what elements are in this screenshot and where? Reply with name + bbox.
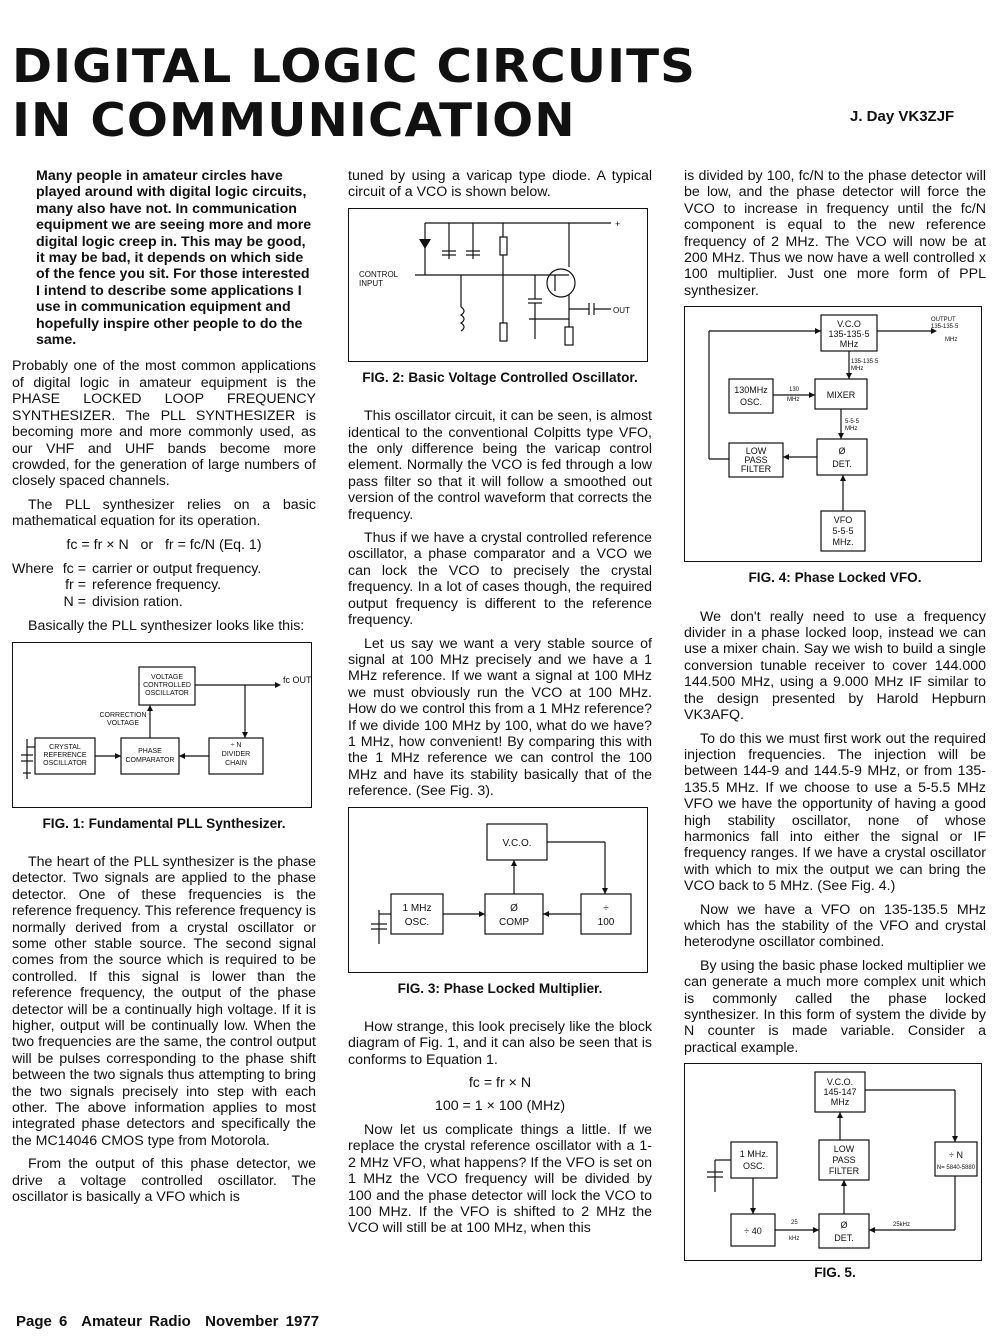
fig4-label: PASS [744, 455, 768, 466]
fig5-label: FILTER [828, 1166, 860, 1177]
fig4-label: Ø [838, 446, 846, 457]
page-footer: Page 6 Amateur Radio November 1977 [16, 1313, 320, 1330]
fig1-label: OSCILLATOR [145, 689, 189, 697]
fig4-label: OSC. [739, 397, 763, 408]
fig5-label: 1 MHz. [739, 1149, 769, 1160]
fig1-label: REFERENCE [43, 751, 87, 759]
fig4-label: MHz [839, 339, 859, 350]
fig1-label: VOLTAGE [106, 719, 140, 727]
fig3-label: 100 [597, 916, 615, 928]
fig4-label: MHz [845, 426, 858, 433]
column-1 [12, 168, 316, 1213]
fig1-label: OSCILLATOR [43, 759, 87, 767]
intro-paragraph: Many people in amateur circles have played around with digital logic circuits, many also have not. In communication equipment we are seeing more and more digital logic creep in. This may be good, it may be bad, it depends on which side of the fence you sit. For those interested I intend to describe some applications I use in communication equipment and hopefully inspire other people to do the same. [36, 168, 312, 349]
paragraph: Now let us complicate things a little. If we replace the crystal reference oscillator with a 1-2 MHz VFO, what happens? If the VFO is set on 1 MHz the VCO frequency will be divided by 100 and the phase detector will lock the VCO to 100 MHz. If the VFO is shifted to 2 MHz the VCO will still be at 100 MHz, when this [348, 1122, 652, 1237]
fig5-label: MHz [830, 1097, 850, 1108]
def-text: carrier or output frequency. [92, 560, 262, 577]
column-3 [684, 168, 986, 1304]
paragraph: tuned by using a varicap type diode. A typical circuit of a VCO is shown below. [348, 168, 652, 201]
def-term: fr = [65, 577, 86, 594]
paragraph: Thus if we have a crystal controlled reference oscillator, a phase comparator and a VCO we can lock the VCO to precisely the crystal frequency. In a lot of cases though, the required output frequency is different to the reference frequency. [348, 530, 652, 629]
author-byline: J. Day VK3ZJF [850, 108, 955, 125]
figure-4-diagram [684, 306, 982, 562]
fig3-label: COMP [499, 916, 529, 928]
column-2 [348, 168, 652, 1244]
fig4-label: MHz [787, 397, 800, 404]
paragraph: We don't really need to use a frequency divider in a phase locked loop, instead we can use a mixer chain. Say we wish to build a single conversion tunable receiver to cover 144.000 144.500 MHz, using a 9.000 MHz IF similar to the design presented by Harold Hepburn VK3AFQ. [684, 608, 986, 724]
fig4-label: 5-5·5 [832, 526, 854, 537]
def-text: division ration. [92, 593, 183, 610]
fig4-label: MHz [851, 366, 864, 373]
paragraph: To do this we must first work out the required injection frequencies. The injection will be between 144-9 and 144.5-9 MHz, or from 135-135.5 MHz. If we choose to use a 5-5.5 MHz VFO we have the opportunity of having a good high stability oscillator, none of whose harmonics fall into either the signal or IF frequency ranges. If we have a crystal oscillator with which to mix the output we can bring the VCO back to 5 MHz. (See Fig. 4.) [684, 730, 986, 895]
fig3-label: ÷ [603, 902, 609, 914]
fig4-label: 135-135·5 [851, 359, 879, 366]
fig4-label: MIXER [826, 390, 856, 401]
fig5-label: OSC. [742, 1161, 766, 1172]
figure-1-diagram [12, 642, 312, 808]
paragraph: This oscillator circuit, it can be seen, is almost identical to the conventional Colpitts type VFO, the only difference being the varicap control element. Normally the VCO is fed through a low pass filter so that it will follow a smoothed out version of the control waveform that corrects the frequency. [348, 408, 652, 523]
figure-4-caption: FIG. 4: Phase Locked VFO. [748, 570, 922, 586]
fig5-label: N= 5840-5880 [936, 1165, 976, 1172]
equation-2a: fc = fr × N [468, 1075, 532, 1092]
equation-1: fc = fr × N or fr = fc/N (Eq. 1) [66, 536, 262, 553]
fig4-label: VFO [833, 515, 853, 526]
fig4-label: MHz [945, 337, 958, 344]
paragraph: Let us say we want a very stable source of signal at 100 MHz precisely and we have a 1 MHz reference. If we want a signal at 100 MHz we must obviously run the VCO at 100 MHz. How do we control this from a 1 MHz reference? If we divide 100 MHz by 100, what do we have? 1 MHz, how convenient! By comparing this with the 1 MHz reference we can control the 100 MHz and have its stability basically that of the reference. (See Fig. 3). [348, 635, 652, 800]
fig2-label: + [615, 218, 621, 229]
paragraph: From the output of this phase detector, we drive a voltage controlled oscillator. The oscillator is basically a VFO which is [12, 1156, 316, 1206]
definitions [12, 561, 316, 610]
def-term: fc = [62, 560, 86, 577]
paragraph: The PLL synthesizer relies on a basic mathematical equation for its operation. [12, 496, 316, 530]
fig5-label: kHz [789, 1236, 800, 1243]
fig2-label: CONTROL [359, 269, 399, 279]
fig5-label: PASS [832, 1155, 856, 1166]
fig5-label: Ø [840, 1220, 848, 1231]
fig2-label: INPUT [359, 278, 383, 288]
paragraph: Now we have a VFO on 135-135.5 MHz which has the stability of the VFO and crystal heterodyne oscillator combined. [684, 901, 986, 951]
fig1-label: VOLTAGE [150, 673, 184, 681]
fig1-label: CORRECTION [99, 711, 147, 719]
fig4-label: LOW [745, 446, 767, 457]
fig3-label: V.C.O. [502, 837, 532, 849]
fig3-label: Ø [510, 902, 518, 914]
fig5-label: LOW [833, 1144, 855, 1155]
fig4-label: 135-135·5 [931, 324, 959, 331]
paragraph: By using the basic phase locked multiplier we can generate a much more complex unit which is commonly called the phase locked synthesizer. In this form of system the divide by N counter is made variable. Consider a practical example. [684, 957, 986, 1056]
fig5-label: ÷ 40 [744, 1226, 762, 1237]
fig1-label: PHASE [138, 747, 162, 755]
def-term: N = [63, 593, 86, 610]
fig4-label: 135-135·5 [828, 329, 870, 340]
figure-5-diagram [684, 1063, 982, 1261]
fig4-label: DET. [832, 459, 852, 470]
equation-2b: 100 = 1 × 100 (MHz) [434, 1097, 566, 1114]
paragraph: The heart of the PLL synthesizer is the phase detector. Two signals are applied to the phase detector. One of these frequencies is the reference frequency. This reference frequency is normally derived from a crystal oscillator or some other stable source. The second signal comes from the source which is required to be controlled. If this signal is lower than the reference frequency, the output of the phase detector will be a continually high voltage. If it is higher, output will be continually low. When the two frequencies are the same, the control output will be pulses corresponding to the phase shift between the two signals thus attempting to bring the two signals precisely into step with each other. The above information applies to most integrated phase detectors and specifically the the MC14046 CMOS type from Motorola. [12, 853, 316, 1149]
fig5-label: 25 [791, 1220, 798, 1227]
fig5-label: ÷ N [949, 1150, 963, 1161]
figure-1-caption: FIG. 1: Fundamental PLL Synthesizer. [42, 815, 286, 831]
fig4-label: 130MHz [734, 385, 768, 396]
fig4-label: OUTPUT [931, 317, 956, 324]
fig3-label: OSC. [404, 916, 430, 928]
fig4-label: V.C.O [837, 319, 861, 330]
fig4-label: FILTER [740, 464, 772, 475]
fig2-label: OUT [613, 305, 630, 315]
fig1-label: CONTROLLED [143, 681, 191, 689]
fig4-label: 5-5·5 [845, 419, 860, 426]
paragraph: How strange, this look precisely like the block diagram of Fig. 1, and it can also be seen that is conforms to Equation 1. [348, 1018, 652, 1068]
fig5-label: 25kHz [893, 1222, 911, 1229]
fig1-label: CHAIN [225, 759, 247, 767]
fig5-label: 145-147 [823, 1087, 857, 1098]
fig5-label: V.C.O. [826, 1077, 854, 1088]
def-text: reference frequency. [92, 577, 222, 594]
paragraph: is divided by 100, fc/N to the phase detector will be low, and the phase detector will force the VCO to increase in frequency until the fc/N component is equal to the new reference frequency of 2 MHz. The VCO will now be at 200 MHz. Thus we now have a well controlled x 100 multiplier. Just one more form of PPL synthesizer. [684, 168, 986, 299]
figure-3-caption: FIG. 3: Phase Locked Multiplier. [397, 980, 603, 996]
where-label: Where [12, 560, 54, 577]
fig1-label: CRYSTAL [49, 743, 81, 751]
paragraph: Probably one of the most common applications of digital logic in amateur equipment is the PHASE LOCKED LOOP FREQUENCY SYNTHESIZER. The PLL SYNTHESIZER is becoming more and more commonly used, as our VHF and UHF bands become more crowded, for the generation of large numbers of closely spaced channels. [12, 358, 316, 490]
paragraph: Basically the PLL synthesizer looks like this: [28, 618, 305, 635]
fig1-label: fc OUT [283, 674, 311, 685]
fig1-label: DIVIDER [221, 750, 251, 758]
title-line-2: IN COMMUNICATION [12, 93, 576, 147]
fig4-label: 130 [789, 387, 800, 394]
fig1-label: COMPARATOR [125, 756, 175, 764]
figure-2-schematic [348, 208, 648, 362]
title-line-1: DIGITAL LOGIC CIRCUITS [12, 39, 696, 93]
figure-5-caption: FIG. 5. [814, 1265, 856, 1281]
figure-3-diagram [348, 807, 648, 973]
fig5-label: DET. [834, 1233, 854, 1244]
fig1-label: ÷ N [230, 741, 242, 749]
figure-2-caption: FIG. 2: Basic Voltage Controlled Oscillator. [362, 369, 638, 385]
fig3-label: 1 MHz [402, 902, 432, 914]
fig4-label: MHz. [832, 537, 854, 548]
